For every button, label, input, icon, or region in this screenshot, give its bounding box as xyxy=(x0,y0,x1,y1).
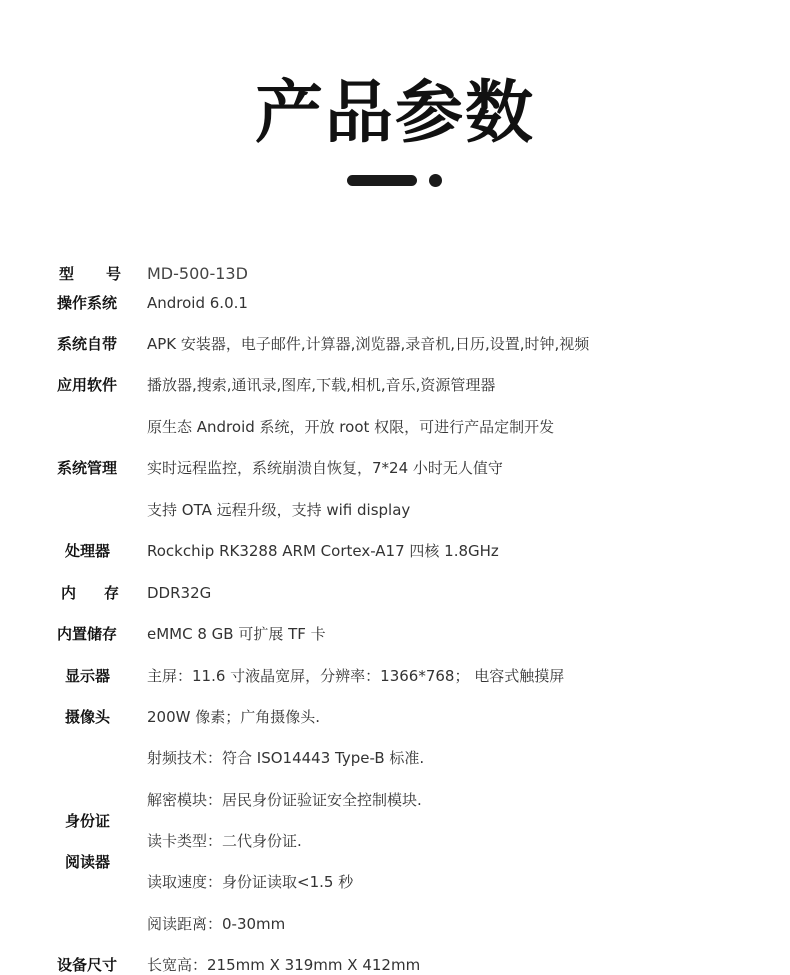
camera-label: 摄像头 xyxy=(65,708,111,726)
title-underline-dot xyxy=(429,174,442,187)
apps-value: 播放器,搜索,通讯录,图库,下载,相机,音乐,资源管理器 xyxy=(147,376,496,394)
storage-value: eMMC 8 GB 可扩展 TF 卡 xyxy=(147,625,326,643)
os-value: Android 6.0.1 xyxy=(147,294,248,312)
os-label: 操作系统 xyxy=(57,294,118,312)
ram-label: 内存 xyxy=(61,584,119,602)
idreader-label-line1: 身份证 xyxy=(65,812,111,830)
model-label: 型号 xyxy=(59,265,121,283)
ram-value: DDR32G xyxy=(147,584,212,602)
mgmt-value-1: 实时远程监控，系统崩溃自恢复，7*24 小时无人值守 xyxy=(147,459,503,477)
native-value: 原生态 Android 系统，开放 root 权限，可进行产品定制开发 xyxy=(147,418,555,436)
builtin-label: 系统自带 xyxy=(57,335,118,353)
page-title: 产品参数 xyxy=(254,74,535,153)
mgmt-value-2: 支持 OTA 远程升级，支持 wifi display xyxy=(147,501,411,519)
title-underline-bar xyxy=(347,175,417,186)
builtin-value: APK 安装器，电子邮件,计算器,浏览器,录音机,日历,设置,时钟,视频 xyxy=(147,335,590,353)
id-distance-value: 阅读距离：0-30mm xyxy=(147,915,286,933)
model-value: MD-500-13D xyxy=(147,264,248,283)
cpu-value: Rockchip RK3288 ARM Cortex-A17 四核 1.8GHz xyxy=(147,542,499,560)
size-value: 长宽高：215mm X 319mm X 412mm xyxy=(147,956,421,974)
id-card-type-value: 读卡类型：二代身份证. xyxy=(147,832,302,850)
storage-label: 内置储存 xyxy=(57,625,118,643)
id-decrypt-value: 解密模块：居民身份证验证安全控制模块. xyxy=(147,791,422,809)
idreader-label-line2: 阅读器 xyxy=(65,853,111,871)
id-rf-value: 射频技术：符合 ISO14443 Type-B 标准. xyxy=(147,749,425,767)
size-label: 设备尺寸 xyxy=(57,956,118,974)
apps-label: 应用软件 xyxy=(57,376,118,394)
id-speed-value: 读取速度：身份证读取<1.5 秒 xyxy=(147,873,354,891)
cpu-label: 处理器 xyxy=(65,542,111,560)
display-label: 显示器 xyxy=(65,667,111,685)
camera-value: 200W 像素；广角摄像头. xyxy=(147,708,320,726)
mgmt-label: 系统管理 xyxy=(57,459,118,477)
display-value: 主屏：11.6 寸液晶宽屏，分辨率：1366*768； 电容式触摸屏 xyxy=(147,667,565,685)
